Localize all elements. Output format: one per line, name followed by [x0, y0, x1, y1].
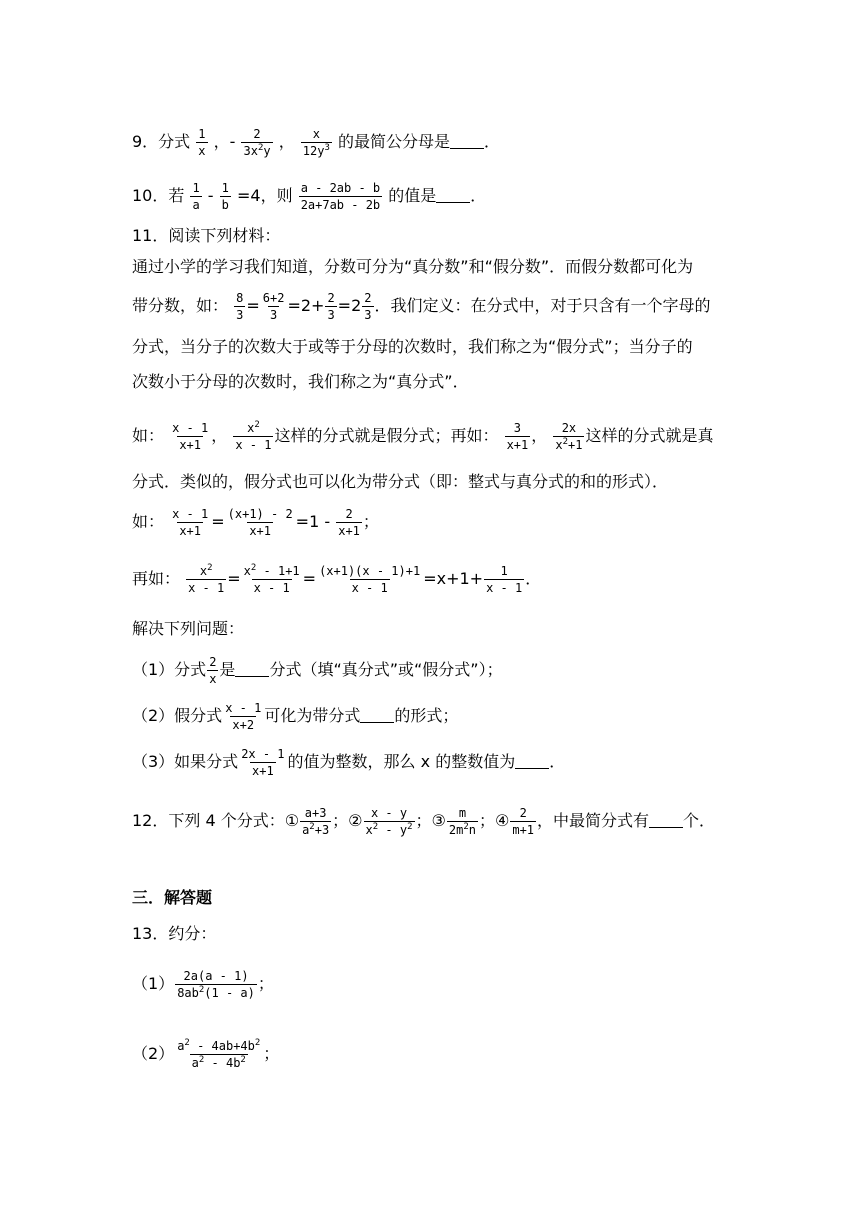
fraction: $\frac{6+2}{3}$: [262, 291, 285, 322]
fraction: $\frac{1}{x - 1}$: [486, 564, 523, 595]
answer-blank: [515, 768, 549, 769]
fraction: $\frac{8}{3}$: [236, 291, 244, 322]
fraction: $\frac{x}{12y^3}$: [302, 127, 330, 158]
paragraph: 分式，当分子的次数大于或等于分母的次数时，我们称之为“假分式”；当分子的: [132, 337, 693, 356]
sub-question-2: （2） $\frac{a^2 - 4ab+4b^2}{a^2 - 4b^2}$ ；: [132, 1038, 280, 1070]
question-10: 10．若 $\frac{1}{a}$ - $\frac{1}{b}$ =4，则 $\frac{a - 2ab - b}{2a+7ab - 2b}$ 的值是 ．: [132, 181, 487, 212]
answer-blank: [450, 148, 484, 149]
sub-question-3: （3）如果分式 $\frac{2x - 1}{x+1}$ 的值为整数，那么 x 的整数值为 ．: [132, 747, 566, 778]
fraction: $\frac{2x}{x^2+1}$: [555, 421, 583, 452]
fraction: $\frac{2}{3}$: [364, 291, 372, 322]
answer-blank: [436, 202, 470, 203]
answer-blank: [235, 676, 269, 677]
paragraph: 分式．类似的，假分式也可以化为带分式（即：整式与真分式的和的形式）．: [132, 472, 669, 491]
paragraph: 如： $\frac{x - 1}{x+1}$ ， $\frac{x^2}{x - 1}$ 这样的分式就是假分式；再如： $\frac{3}{x+1}$ ， $\frac{2x}{x^2+1}$ 这样的分式就是真: [132, 420, 714, 452]
example-1: 如： $\frac{x - 1}{x+1}$ = $\frac{(x+1) - 2}{x+1}$ =1 - $\frac{2}{x+1}$ ；: [132, 507, 379, 538]
section-heading: 三．解答题: [132, 888, 213, 907]
fraction: $\frac{x - 1}{x+1}$: [172, 421, 209, 452]
fraction: $\frac{(x+1) - 2}{x+1}$: [227, 507, 293, 538]
fraction: $\frac{2}{m+1}$: [512, 806, 535, 837]
sub-question-1: （1）分式 $\frac{2}{x}$ 是 分式（填“真分式”或“假分式”）；: [132, 655, 503, 686]
answer-blank: [360, 722, 394, 723]
question-12: 12．下列 4 个分式：① $\frac{a+3}{a^2+3}$ ；② $\frac{x - y}{x^2 - y^2}$ ；③ $\frac{m}{2m^2n}$ ；④ $\frac{2}{m+1}$ ，中最简分式有 个．: [132, 806, 716, 837]
fraction: $\frac{2}{3x^2y}$: [243, 127, 271, 158]
fraction: $\frac{a - 2ab - b}{2a+7ab - 2b}$: [300, 181, 381, 212]
fraction: $\frac{2}{x}$: [209, 655, 217, 686]
paragraph: 解决下列问题：: [132, 619, 245, 638]
question-13-title: 13．约分：: [132, 924, 217, 943]
fraction: $\frac{1}{b}$: [221, 181, 229, 212]
fraction: $\frac{2a(a - 1)}{8ab^2(1 - a)}$: [177, 969, 255, 1000]
fraction: $\frac{1}{a}$: [192, 181, 200, 212]
fraction: $\frac{2}{x+1}$: [338, 507, 360, 538]
fraction: $\frac{2x - 1}{x+1}$: [241, 747, 285, 778]
example-2: 再如： $\frac{x^2}{x - 1}$ = $\frac{x^2 - 1+1}{x - 1}$ = $\frac{(x+1)(x - 1)+1}{x - 1}$ =x+1+ $\frac{1}{x - 1}$ ．: [132, 563, 542, 595]
fraction: $\frac{x^2 - 1+1}{x - 1}$: [243, 563, 300, 595]
question-9: 9．分式 $\frac{1}{x}$ ，- $\frac{2}{3x^2y}$ ， $\frac{x}{12y^3}$ 的最简公分母是 ．: [132, 127, 501, 158]
paragraph: 带分数，如： $\frac{8}{3}$ = $\frac{6+2}{3}$ =2+ $\frac{2}{3}$ =2 $\frac{2}{3}$ ．我们定义：在分式中，对于只含有一个字母的: [132, 291, 711, 322]
fraction: $\frac{x^2}{x - 1}$: [188, 563, 225, 595]
fraction: $\frac{a^2 - 4ab+4b^2}{a^2 - 4b^2}$: [177, 1038, 261, 1070]
fraction: $\frac{x^2}{x - 1}$: [235, 420, 272, 452]
fraction: $\frac{3}{x+1}$: [506, 421, 529, 452]
fraction: $\frac{m}{2m^2n}$: [448, 806, 476, 837]
question-11-title: 11．阅读下列材料：: [132, 226, 281, 245]
fraction: $\frac{a+3}{a^2+3}$: [302, 806, 330, 837]
sub-question-2: （2）假分式 $\frac{x - 1}{x+2}$ 可化为带分式 的形式；: [132, 701, 459, 732]
fraction: $\frac{1}{x}$: [198, 127, 206, 158]
fraction: $\frac{x - 1}{x+2}$: [225, 701, 262, 732]
fraction: $\frac{(x+1)(x - 1)+1}{x - 1}$: [319, 564, 421, 595]
sub-question-1: （1） $\frac{2a(a - 1)}{8ab^2(1 - a)}$ ；: [132, 969, 274, 1000]
paragraph: 通过小学的学习我们知道，分数可分为“真分数”和“假分数”．而假分数都可化为: [132, 257, 694, 276]
fraction: $\frac{x - y}{x^2 - y^2}$: [365, 806, 413, 837]
fraction: $\frac{2}{3}$: [327, 291, 335, 322]
fraction: $\frac{x - 1}{x+1}$: [172, 507, 209, 538]
answer-blank: [649, 827, 683, 828]
paragraph: 次数小于分母的次数时，我们称之为“真分式”．: [132, 372, 469, 391]
